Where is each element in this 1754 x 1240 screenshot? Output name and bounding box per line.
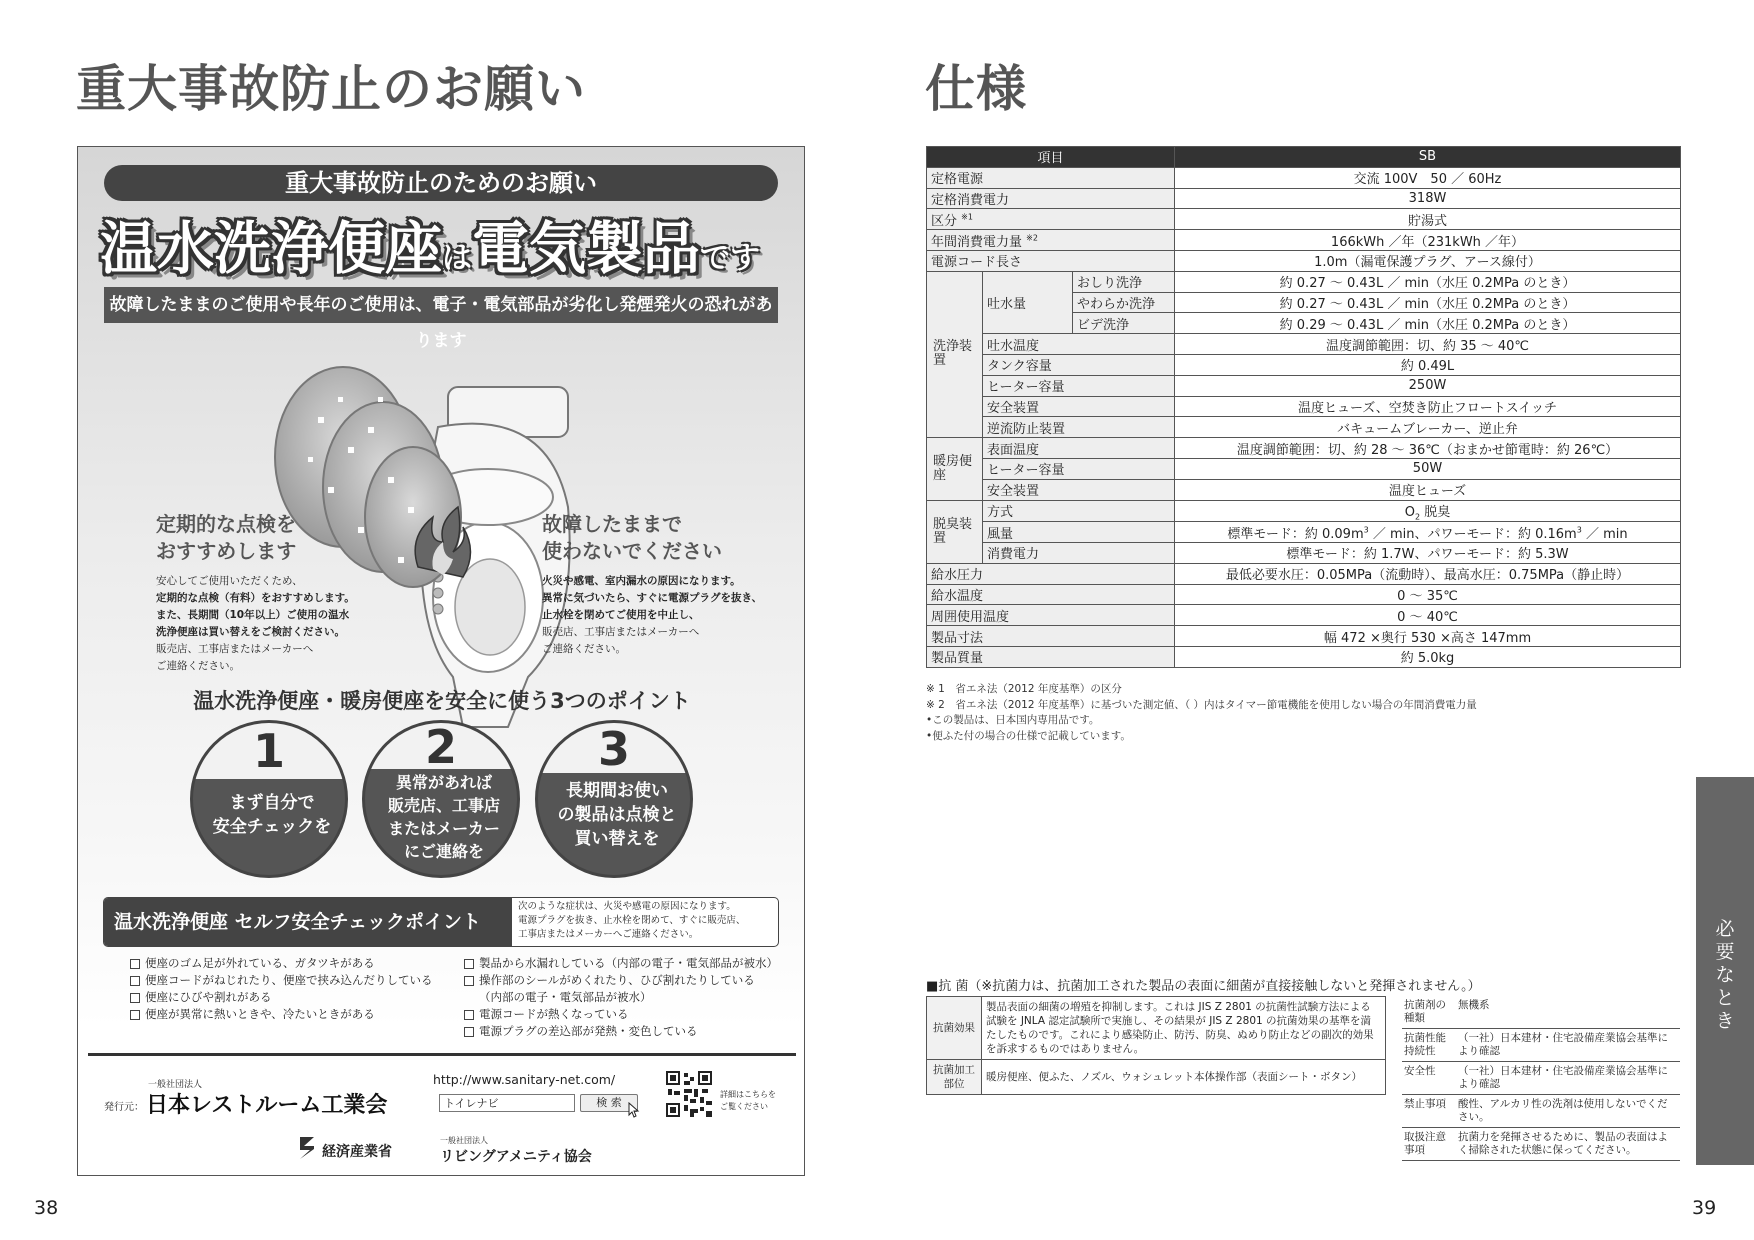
checklist-item-continuation xyxy=(464,989,794,1006)
tip-left-line: ご連絡ください。 xyxy=(156,660,240,672)
table-row xyxy=(927,188,1681,209)
tip-regular-inspection xyxy=(156,511,386,675)
row-label: 表面温度 xyxy=(983,438,1175,459)
meti-name: 経済産業省 xyxy=(322,1144,392,1160)
table-row xyxy=(927,209,1681,230)
point-text-line: 安全チェックを xyxy=(212,817,332,837)
checklist-item xyxy=(130,989,460,1006)
table-row xyxy=(927,997,1386,1060)
point-text-line: 販売店、工事店 xyxy=(387,796,500,815)
row-sublabel: ビデ洗浄 xyxy=(1073,313,1175,334)
table-row xyxy=(927,396,1681,417)
checklist-item-text: 便座のゴム足が外れている、ガタツキがある xyxy=(145,956,375,970)
table-row xyxy=(927,438,1681,459)
checklist-item-text: 電源コードが熱くなっている xyxy=(479,1007,629,1021)
row-sublabel: やわらか洗浄 xyxy=(1073,292,1175,313)
checklist-item-text: 便座にひびや割れがある xyxy=(145,990,272,1004)
row-value: 318W xyxy=(1175,188,1681,209)
value-part: 標準モード：約 0.09m xyxy=(1227,526,1364,542)
table-row xyxy=(927,458,1681,479)
checklist-item xyxy=(130,955,460,972)
lamenity-name: リビングアメニティ協会 xyxy=(440,1149,592,1165)
row-label: 定格電源 xyxy=(927,167,1175,188)
point-number: 2 xyxy=(424,720,457,774)
table-header-row xyxy=(927,147,1681,168)
row-label: 取扱注意事項 xyxy=(1402,1128,1456,1161)
tip-right-line: 販売店、工事店またはメーカーへ xyxy=(542,626,700,638)
row-label: 消費電力 xyxy=(983,542,1175,563)
publisher-prefix: 発行元： xyxy=(104,1102,144,1113)
point-number: 1 xyxy=(252,724,285,778)
row-value: 約 0.27 ～ 0.43L ／ min（水圧 0.2MPa のとき） xyxy=(1175,271,1681,292)
row-value: （一社）日本建材・住宅設備産業協会基準により確認 xyxy=(1456,1029,1680,1062)
row-value: 0 ～ 35℃ xyxy=(1175,584,1681,605)
row-label: タンク容量 xyxy=(983,354,1175,375)
row-label: ヒーター容量 xyxy=(983,458,1175,479)
row-label: 安全性 xyxy=(1402,1062,1456,1095)
tip-do-not-use-broken xyxy=(542,511,772,658)
self-check-note xyxy=(518,900,778,942)
mouse-cursor-icon xyxy=(628,1102,640,1118)
headline-part3: 電気製品 xyxy=(472,216,700,282)
row-value xyxy=(1175,500,1681,522)
row-label: 抗菌加工部位 xyxy=(927,1060,982,1095)
header-item: 項目 xyxy=(927,147,1175,168)
row-label: 電源コード長さ xyxy=(927,250,1175,271)
lamenity-org-type: 一般社団法人 xyxy=(440,1136,488,1145)
checkbox-icon xyxy=(464,1010,474,1020)
tip-right-heading-line2: 使わないでください xyxy=(542,539,722,563)
page-number-left: 38 xyxy=(34,1197,59,1219)
points-title: 温水洗浄便座・暖房便座を安全に使う3つのポイント xyxy=(193,689,691,713)
search-button[interactable]: 検 索 xyxy=(580,1094,638,1112)
table-row xyxy=(927,271,1681,292)
row-value xyxy=(1175,522,1681,543)
row-value: 250W xyxy=(1175,375,1681,396)
checklist-item-text: 便座が異常に熱いときや、冷たいときがある xyxy=(145,1007,375,1021)
point-text-line: 買い替えを xyxy=(574,829,660,849)
row-value: 約 5.0kg xyxy=(1175,646,1681,667)
note-line: •この製品は、日本国内専用品です。 xyxy=(926,714,1100,726)
self-check-header xyxy=(103,897,779,947)
row-value: （一社）日本建材・住宅設備産業協会基準により確認 xyxy=(1456,1062,1680,1095)
check-note-line: 工事店またはメーカーへご連絡ください。 xyxy=(518,929,699,940)
row-value: 抗菌力を発揮させるために、製品の表面はよく掃除された状態に保ってください。 xyxy=(1456,1128,1680,1161)
poster-banner: 重大事故防止のためのお願い xyxy=(104,165,778,201)
note-line: ※ 1 省エネ法（2012 年度基準）の区分 xyxy=(926,683,1122,695)
table-row xyxy=(927,646,1681,667)
table-row xyxy=(927,479,1681,500)
page-number-right: 39 xyxy=(1692,1197,1717,1219)
point-text-line: の製品は点検と xyxy=(557,805,677,825)
checkbox-icon xyxy=(130,959,140,969)
headline-part4: です xyxy=(700,241,760,276)
table-row xyxy=(927,417,1681,438)
tip-left-line: 安心してご使用いただくため、 xyxy=(156,575,303,587)
checkbox-icon xyxy=(464,959,474,969)
table-row xyxy=(927,522,1681,543)
row-label: ヒーター容量 xyxy=(983,375,1175,396)
checklist-item-text: 便座コードがねじれたり、便座で挟み込んだりしている xyxy=(145,973,433,987)
header-model: SB xyxy=(1175,147,1681,168)
checklist-item xyxy=(464,972,794,989)
table-row xyxy=(927,375,1681,396)
table-row xyxy=(927,1060,1386,1095)
check-note-line: 電源プラグを抜き、止水栓を閉めて、すぐに販売店、 xyxy=(518,915,746,926)
row-label: 方式 xyxy=(983,500,1175,522)
table-row xyxy=(927,167,1681,188)
checkbox-icon xyxy=(130,1010,140,1020)
page-title-right: 仕様 xyxy=(925,60,1027,118)
group-label-wash: 洗浄装置 xyxy=(927,271,983,437)
spec-notes xyxy=(926,682,1477,744)
antibacterial-info-table xyxy=(1402,996,1680,1161)
row-label: 給水温度 xyxy=(927,584,1175,605)
row-label: 製品質量 xyxy=(927,646,1175,667)
row-value: 約 0.49L xyxy=(1175,354,1681,375)
spec-table xyxy=(926,146,1681,668)
table-row xyxy=(927,334,1681,355)
qr-note xyxy=(720,1089,776,1113)
row-label: 安全装置 xyxy=(983,479,1175,500)
safety-point-3 xyxy=(535,720,693,878)
row-value: 50W xyxy=(1175,458,1681,479)
checkbox-icon xyxy=(130,993,140,1003)
table-row xyxy=(927,250,1681,271)
note-line: ※ 2 省エネ法（2012 年度基準）に基づいた測定値、（ ）内はタイマー節電機能を使用しない場合の年間消費電力量 xyxy=(926,698,1477,711)
point-text xyxy=(371,771,517,863)
checklist-item-text: 製品から水漏れしている（内部の電子・電気部品が被水） xyxy=(479,956,778,970)
point-text-line: またはメーカー xyxy=(388,819,500,838)
safety-point-2 xyxy=(362,720,520,878)
row-label: 抗菌剤の種類 xyxy=(1402,996,1456,1029)
checkbox-icon xyxy=(464,1027,474,1037)
qr-note-line: 詳細はこちらを xyxy=(720,1090,776,1099)
checklist-item-text: （内部の電子・電気部品が被水） xyxy=(479,990,652,1004)
publisher-org-type: 一般社団法人 xyxy=(148,1080,203,1090)
tip-right-heading-line1: 故障したままで xyxy=(542,512,682,536)
checklist-left xyxy=(130,955,460,1023)
checklist-right xyxy=(464,955,794,1040)
row-value: 温度調節範囲：切、約 28 ～ 36℃（おまかせ節電時：約 26℃） xyxy=(1175,438,1681,459)
row-label: 抗菌効果 xyxy=(927,997,982,1060)
table-row xyxy=(927,230,1681,251)
safety-point-1 xyxy=(190,720,348,878)
row-value: 無機系 xyxy=(1456,996,1680,1029)
table-row xyxy=(1402,1095,1680,1128)
row-value: 最低必要水圧：0.05MPa（流動時）、最高水圧：0.75MPa（静止時） xyxy=(1175,563,1681,584)
row-sublabel: おしり洗浄 xyxy=(1073,271,1175,292)
row-label: 周囲使用温度 xyxy=(927,605,1175,626)
checkbox-icon xyxy=(130,976,140,986)
row-value: 温度ヒューズ、空焚き防止フロートスイッチ xyxy=(1175,396,1681,417)
footnote-ref: ※1 xyxy=(961,212,973,222)
row-value: 製品表面の細菌の増殖を抑制します。これは JIS Z 2801 の抗菌性試験方法による試験を JNLA 認定試験所で実施し、その結果が JIS Z 2801 の抗菌効果の基準を満たしたものです。これにより感染防止、防汚、防臭、ぬめり防止などの副次的効果を訴求するものではありません。 xyxy=(982,997,1386,1060)
row-value: 温度調節範囲：切、約 35 ～ 40℃ xyxy=(1175,334,1681,355)
search-input[interactable] xyxy=(439,1094,575,1112)
point-text-line: まず自分で xyxy=(229,793,315,813)
row-value: 幅 472 ×奥行 530 ×高さ 147mm xyxy=(1175,626,1681,647)
group-label-heat: 暖房便座 xyxy=(927,438,983,500)
row-label: 製品寸法 xyxy=(927,626,1175,647)
checklist-item xyxy=(130,1006,460,1023)
point-text-line: 異常があれば xyxy=(395,773,492,792)
footnote-ref: ※2 xyxy=(1026,233,1038,243)
row-value: 標準モード：約 1.7W、パワーモード：約 5.3W xyxy=(1175,542,1681,563)
row-label: 抗菌性能持続性 xyxy=(1402,1029,1456,1062)
group-label-deodor: 脱臭装置 xyxy=(927,500,983,563)
tip-right-line: 止水栓を閉めてご使用を中止し、 xyxy=(542,609,700,621)
value-part: ／ min、パワーモード：約 0.16m xyxy=(1368,526,1577,542)
table-row xyxy=(1402,996,1680,1029)
table-row xyxy=(927,500,1681,522)
value-part: 脱臭 xyxy=(1420,504,1451,520)
qr-code-icon[interactable] xyxy=(666,1071,712,1117)
antibacterial-table xyxy=(926,996,1386,1095)
value-part: O xyxy=(1404,504,1415,520)
checklist-item-text: 操作部のシールがめくれたり、ひび割れたりしている xyxy=(479,973,755,987)
tip-right-heading xyxy=(542,511,772,565)
row-value: 暖房便座、便ふた、ノズル、ウォシュレット本体操作部（表面シート・ボタン） xyxy=(982,1060,1386,1095)
table-row xyxy=(1402,1062,1680,1095)
checklist-item xyxy=(130,972,460,989)
tip-left-line: 定期的な点検（有料）をおすすめします。 xyxy=(156,592,355,604)
value-superscript: 3 xyxy=(1576,525,1582,535)
point-text-line: 長期間お使い xyxy=(566,781,668,801)
antibacterial-title: ■抗 菌（※抗菌力は、抗菌加工された製品の表面に細菌が直接接触しないと発揮されません。） xyxy=(926,979,1481,994)
checklist-item-text: 電源プラグの差込部が発熱・変色している xyxy=(479,1024,698,1038)
tip-right-line: 火災や感電、室内漏水の原因になります。 xyxy=(542,575,741,587)
meti-logo-icon xyxy=(296,1135,318,1161)
poster-warning: 故障したままのご使用や長年のご使用は、電子・電気部品が劣化し発煙発火の恐れがあります xyxy=(104,287,778,323)
checkbox-icon xyxy=(464,976,474,986)
row-value: 貯湯式 xyxy=(1175,209,1681,230)
row-value: 約 0.27 ～ 0.43L ／ min（水圧 0.2MPa のとき） xyxy=(1175,292,1681,313)
tip-left-heading-line2: おすすめします xyxy=(156,539,297,563)
point-number: 3 xyxy=(597,722,630,776)
checklist-item xyxy=(464,955,794,972)
checklist-item xyxy=(464,1006,794,1023)
side-tab-label: 必要なとき xyxy=(1715,918,1735,1032)
row-value: 166kWh ／年（231kWh ／年） xyxy=(1175,230,1681,251)
row-value: 約 0.29 ～ 0.43L ／ min（水圧 0.2MPa のとき） xyxy=(1175,313,1681,334)
point-text xyxy=(199,791,345,839)
tip-left-heading-line1: 定期的な点検を xyxy=(156,512,296,536)
row-label: 風量 xyxy=(983,522,1175,543)
point-text-line: にご連絡を xyxy=(403,842,484,861)
table-row xyxy=(927,605,1681,626)
row-label: 給水圧力 xyxy=(927,563,1175,584)
row-value: 温度ヒューズ xyxy=(1175,479,1681,500)
tip-left-heading xyxy=(156,511,386,565)
headline-part1: 温水洗浄便座 xyxy=(100,216,442,282)
headline-part2: は xyxy=(442,241,472,276)
check-note-line: 次のような症状は、火災や感電の原因になります。 xyxy=(518,901,736,912)
row-label-text: 区分 xyxy=(931,213,958,229)
row-label: 定格消費電力 xyxy=(927,188,1175,209)
tip-left-line: 販売店、工事店またはメーカーへ xyxy=(156,643,314,655)
table-row xyxy=(927,542,1681,563)
row-label xyxy=(927,230,1175,251)
table-row xyxy=(1402,1128,1680,1161)
safety-poster xyxy=(77,146,805,1176)
row-value: バキュームブレーカー、逆止弁 xyxy=(1175,417,1681,438)
tip-left-line: また、長期間（10年以上）ご使用の温水 xyxy=(156,609,350,621)
row-value: 1.0m（漏電保護プラグ、アース線付） xyxy=(1175,250,1681,271)
value-subscript: 2 xyxy=(1415,512,1421,522)
row-label xyxy=(927,209,1175,230)
publisher-name: 日本レストルーム工業会 xyxy=(146,1093,388,1118)
poster-divider xyxy=(88,1053,796,1056)
checklist-item xyxy=(464,1023,794,1040)
tip-right-line: 異常に気づいたら、すぐに電源プラグを抜き、 xyxy=(542,592,763,604)
poster-headline xyxy=(100,203,790,283)
row-label: 禁止事項 xyxy=(1402,1095,1456,1128)
row-label: 吐水量 xyxy=(983,271,1073,333)
row-label: 逆流防止装置 xyxy=(983,417,1175,438)
page-title-left: 重大事故防止のお願い xyxy=(76,60,586,118)
table-row xyxy=(927,584,1681,605)
row-label: 安全装置 xyxy=(983,396,1175,417)
table-row xyxy=(927,626,1681,647)
row-label-text: 年間消費電力量 xyxy=(931,234,1023,250)
note-line: •便ふた付の場合の仕様で記載しています。 xyxy=(926,729,1131,742)
qr-note-line: ご覧ください xyxy=(720,1102,768,1111)
table-row xyxy=(927,354,1681,375)
row-value: 酸性、アルカリ性の洗剤は使用しないでください。 xyxy=(1456,1095,1680,1128)
self-check-title: 温水洗浄便座 セルフ安全チェックポイント xyxy=(104,898,512,946)
row-value: 交流 100V 50 ／ 60Hz xyxy=(1175,167,1681,188)
point-text xyxy=(544,779,690,851)
table-row xyxy=(927,563,1681,584)
website-url[interactable]: http://www.sanitary-net.com/ xyxy=(433,1072,616,1087)
row-label: 吐水温度 xyxy=(983,334,1175,355)
tip-left-line: 洗浄便座は買い替えをご検討ください。 xyxy=(156,626,345,638)
tip-right-line: ご連絡ください。 xyxy=(542,643,626,655)
value-part: ／ min xyxy=(1581,526,1628,542)
row-value: 0 ～ 40℃ xyxy=(1175,605,1681,626)
table-row xyxy=(1402,1029,1680,1062)
value-superscript: 3 xyxy=(1363,525,1369,535)
